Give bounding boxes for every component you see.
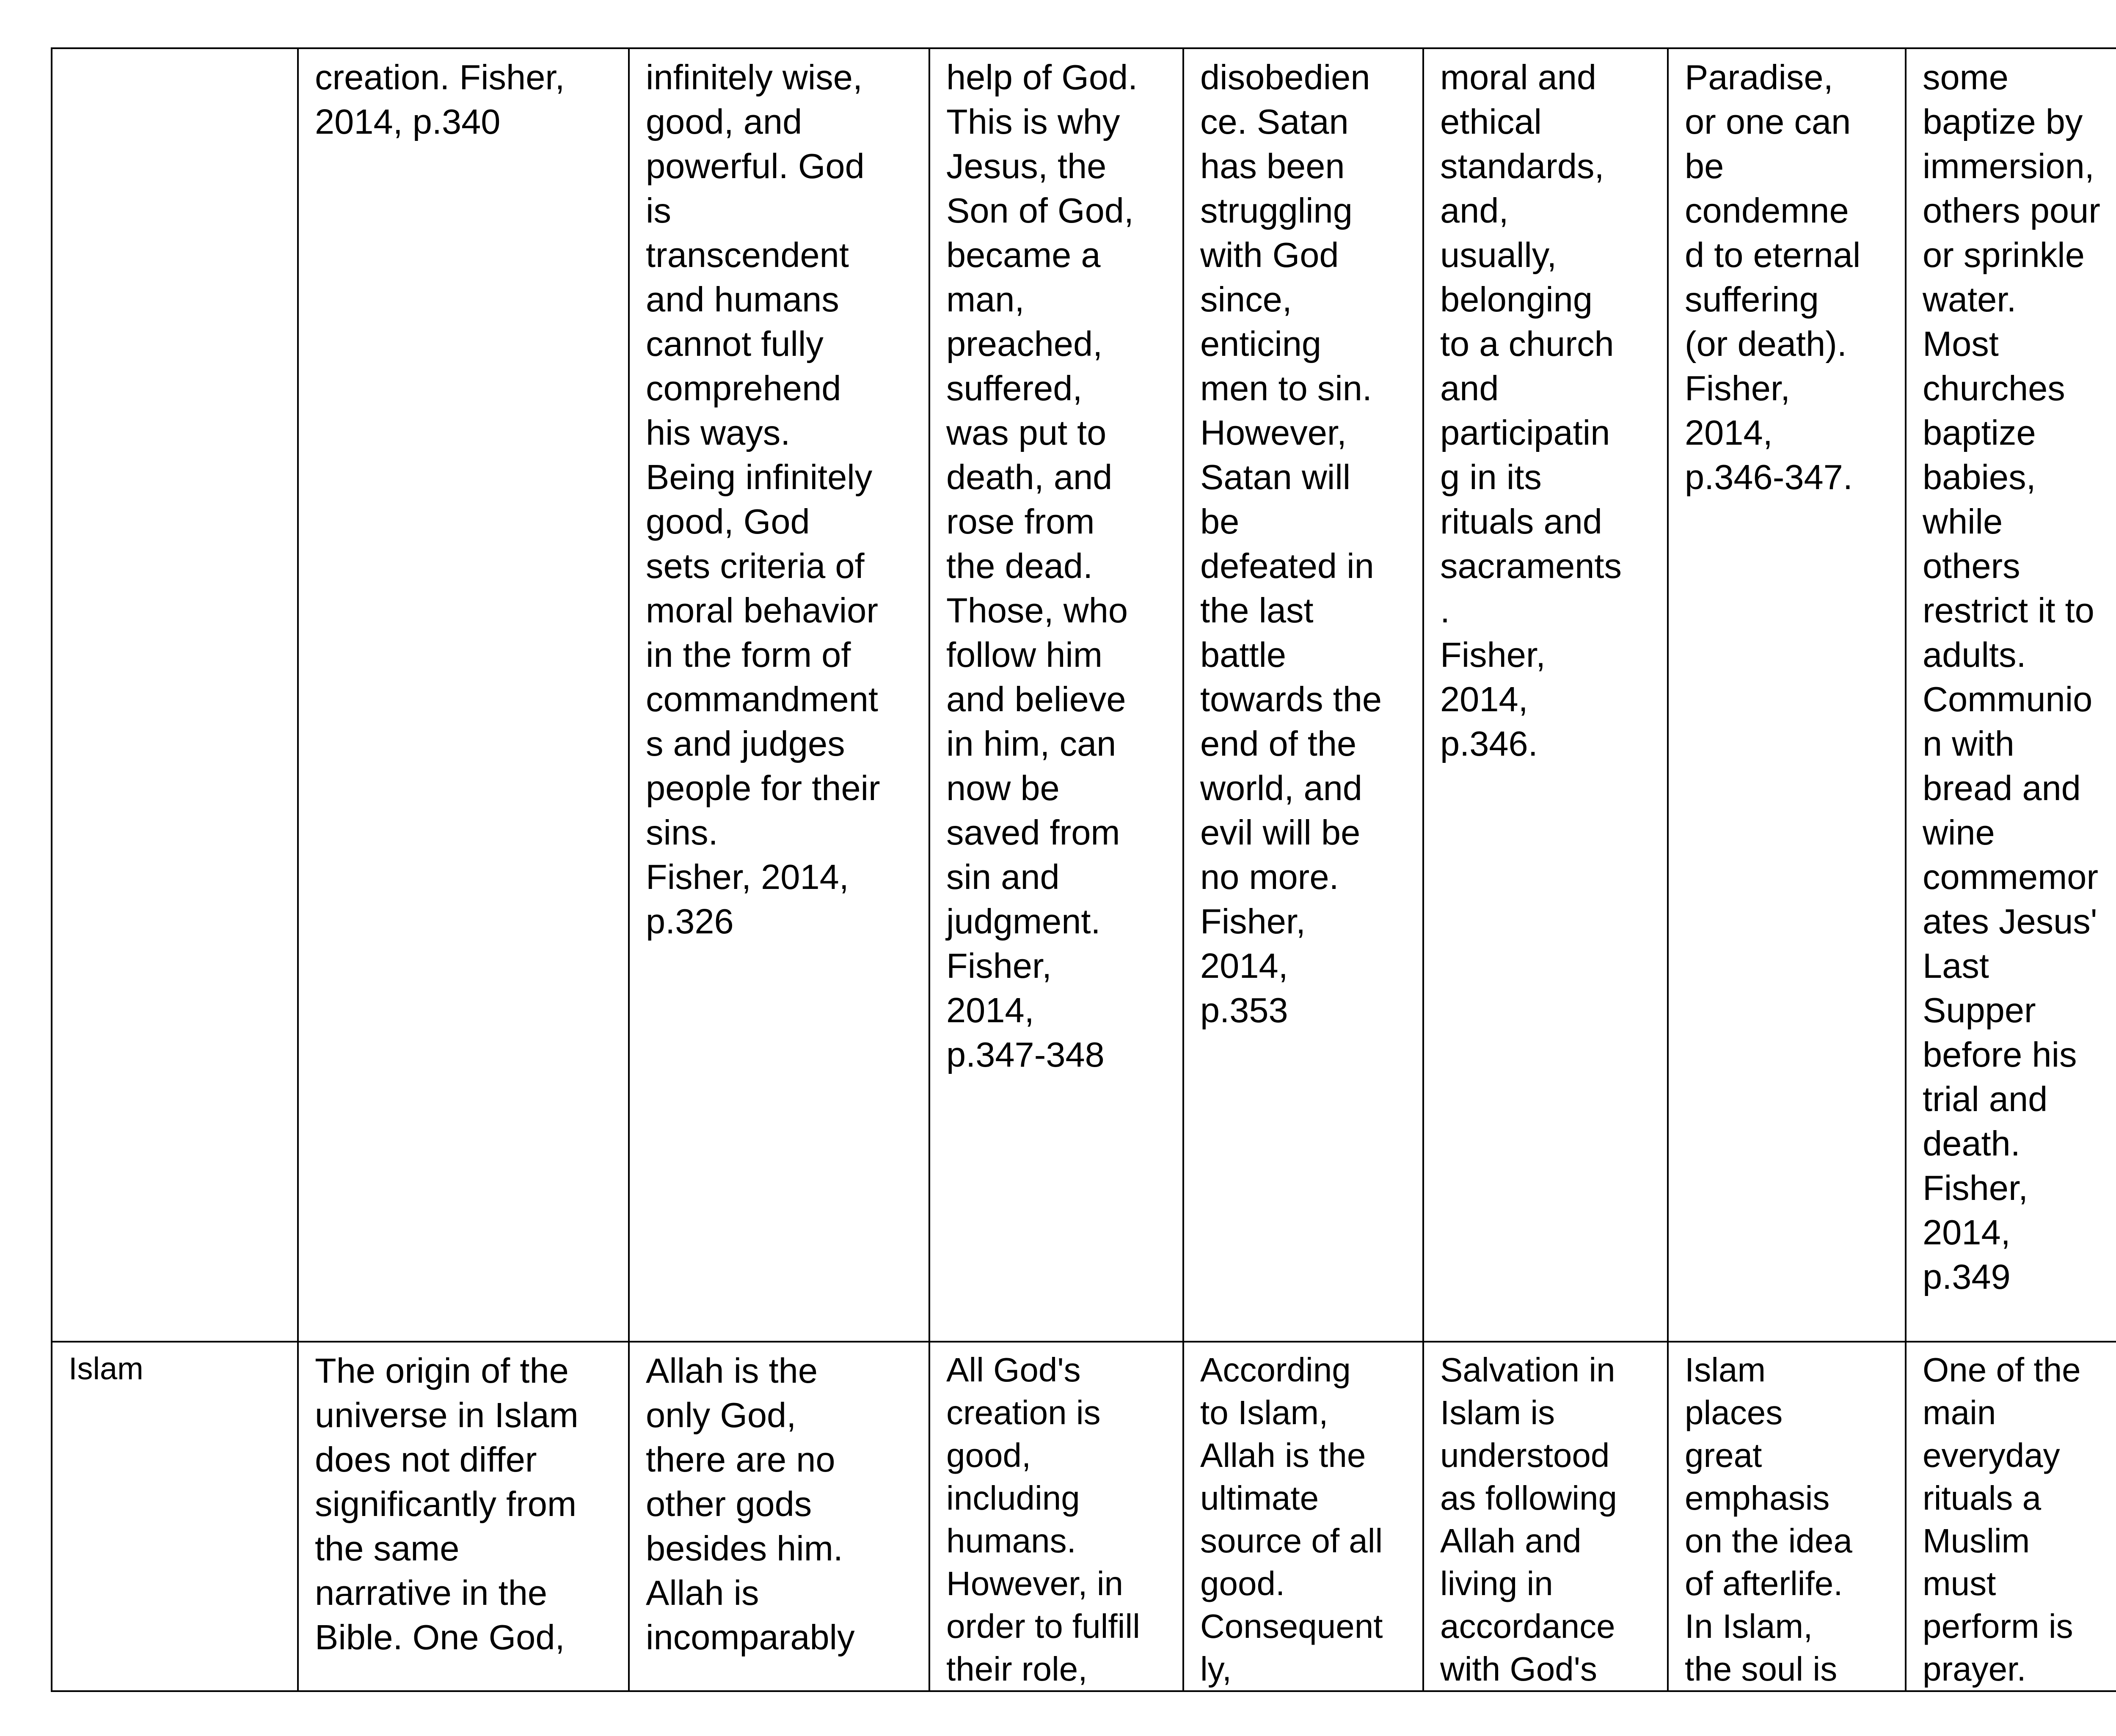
- cell-text: infinitely wise, good, and powerful. God is transcendent and humans cannot fully comprehend his ways. Being infinitely good, God sets criteria of moral behavior in the form of commandment s and judges people for their sins. Fisher, 2014, p.326: [646, 58, 880, 941]
- religion-comparison-table: [51, 47, 2116, 1692]
- table-row: [52, 48, 2116, 1342]
- cell-text: some baptize by immersion, others pour or sprinkle water. Most churches baptize babies, while others restrict it to adults. Communio n with bread and wine commemor ates Jesus' Last Supper before his trial and death. Fisher, 2014, p.349: [1923, 58, 2100, 1296]
- cell-text: The origin of the universe in Islam does not differ significantly from the same narrative in the Bible. One God,: [315, 1351, 579, 1657]
- table-cell: [1668, 1342, 1906, 1691]
- table-cell: [929, 48, 1183, 1342]
- cell-text: One of the main everyday rituals a Muslim must perform is prayer.: [1923, 1351, 2081, 1688]
- table-cell: [929, 1342, 1183, 1691]
- cell-text: Islam places great emphasis on the idea of afterlife. In Islam, the soul is: [1685, 1351, 1852, 1688]
- cell-text: According to Islam, Allah is the ultimate source of all good. Consequent ly,: [1200, 1351, 1383, 1688]
- cell-text: All God's creation is good, including humans. However, in order to fulfill their role,: [946, 1351, 1140, 1688]
- table-cell: [1423, 48, 1668, 1342]
- table-cell: [298, 48, 629, 1342]
- table-cell: [1668, 48, 1906, 1342]
- cell-text: Paradise, or one can be condemne d to eternal suffering (or death). Fisher, 2014, p.346-347.: [1685, 58, 1861, 497]
- cell-text: moral and ethical standards, and, usually, belonging to a church and participatin g in its rituals and sacraments . Fisher, 2014, p.346.: [1440, 58, 1622, 763]
- table-cell: [1906, 48, 2116, 1342]
- table-cell: [1183, 1342, 1423, 1691]
- cell-text: Allah is the only God, there are no other gods besides him. Allah is incomparably: [646, 1351, 855, 1657]
- cell-text: Salvation in Islam is understood as following Allah and living in accordance with God's: [1440, 1351, 1617, 1688]
- cell-text: creation. Fisher, 2014, p.340: [315, 58, 565, 141]
- cell-text: help of God. This is why Jesus, the Son of God, became a man, preached, suffered, was put to death, and rose from the dead. Those, who follow him and believe in him, can now be saved from sin and judgment. Fisher, 2014, p.347-348: [946, 58, 1138, 1074]
- table-cell: [629, 1342, 929, 1691]
- row-label-cell: [52, 1342, 298, 1691]
- row-label-cell: [52, 48, 298, 1342]
- table-cell: [1423, 1342, 1668, 1691]
- table-cell: [298, 1342, 629, 1691]
- cell-text: disobedien ce. Satan has been struggling with God since, enticing men to sin. However, Satan will be defeated in the last battle towards the end of the world, and evil will be no more. Fisher, 2014, p.353: [1200, 58, 1382, 1030]
- table-cell: [1183, 48, 1423, 1342]
- row-label: Islam: [69, 1351, 143, 1386]
- table-row: [52, 1342, 2116, 1691]
- table-cell: [1906, 1342, 2116, 1691]
- table-cell: [629, 48, 929, 1342]
